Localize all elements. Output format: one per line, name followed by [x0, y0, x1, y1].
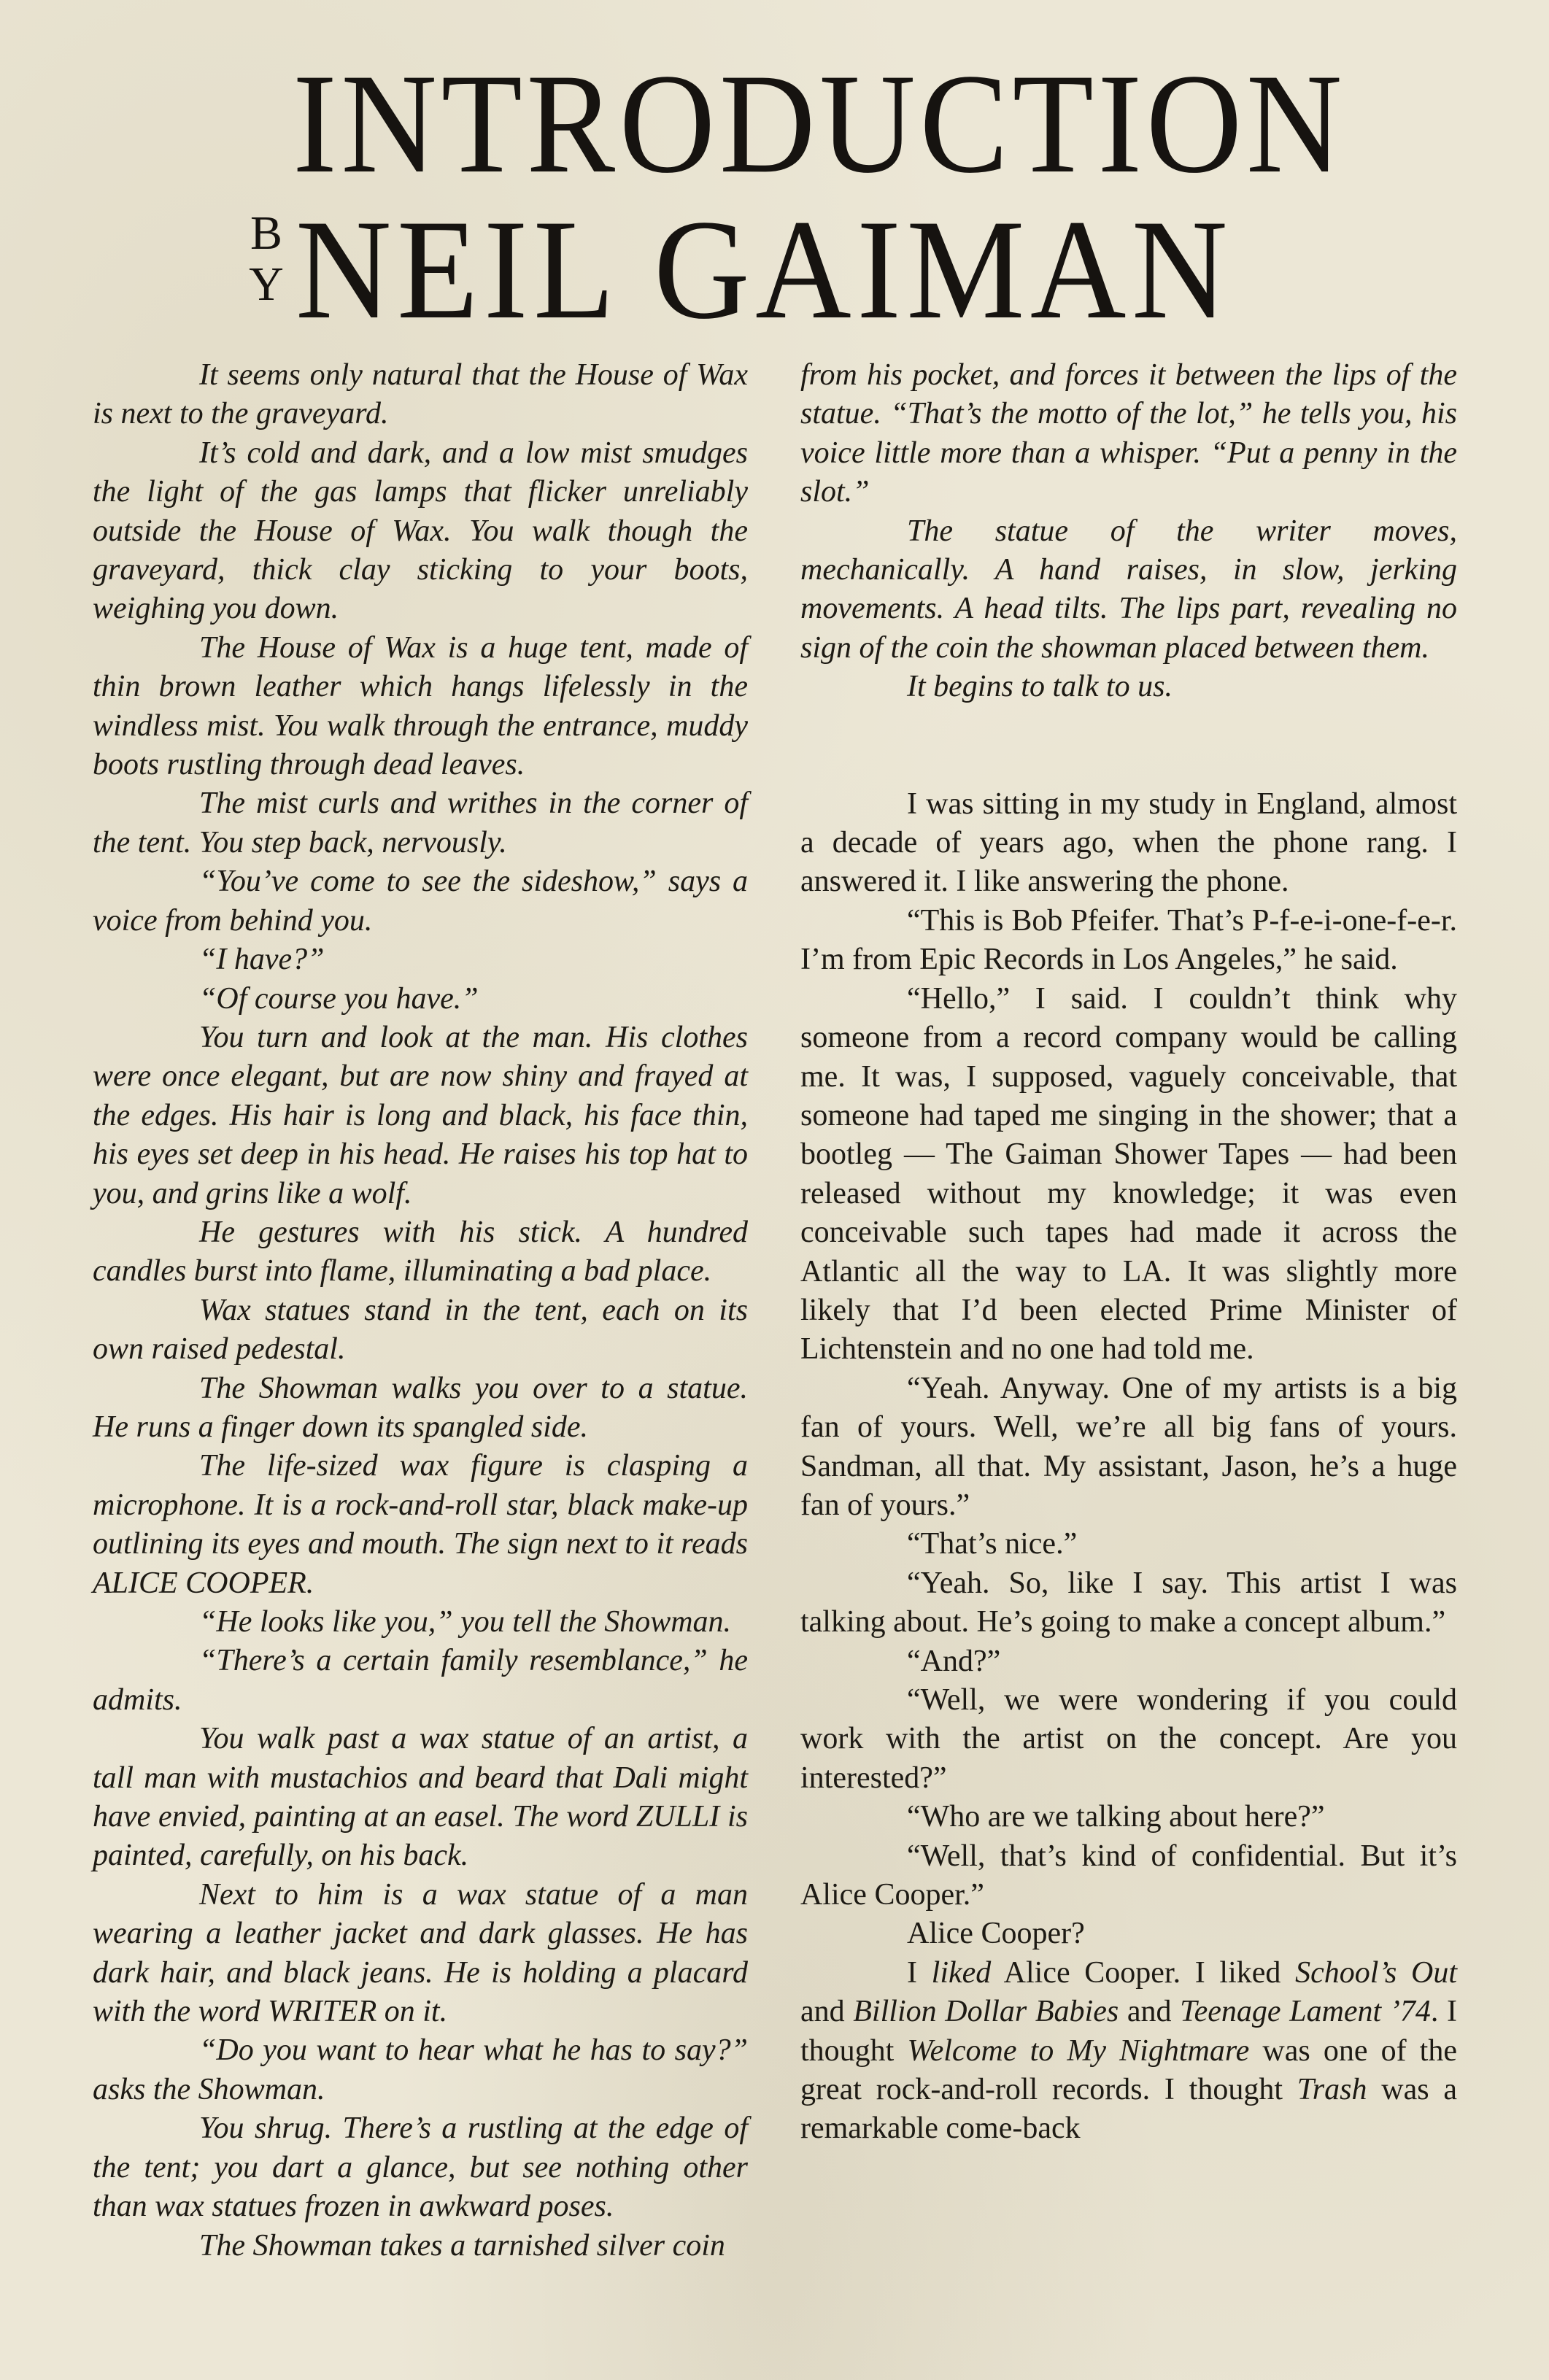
paragraph: “There’s a certain family resemblance,” he admits.: [93, 1644, 748, 1717]
author-name: NEIL GAIMAN: [295, 190, 1233, 349]
text-run: . I thought: [800, 1995, 1457, 2068]
byline-by: [248, 208, 285, 310]
album-title: School’s Out: [1295, 1955, 1457, 1990]
paragraph: “You’ve come to see the sideshow,” says a voice from behind you.: [93, 865, 748, 938]
paragraph: It seems only natural that the House of Wax is next to the graveyard.: [93, 358, 748, 431]
paragraph: You turn and look at the man. His clothes were once elegant, but are now shiny and frayed at the edges. His hair is long and black, his face thin, his eyes set deep in his head. He raises his top hat to you, and grins like a wolf.: [93, 1020, 748, 1210]
text-run: was a remarkable come-back: [800, 2073, 1457, 2146]
paragraph: It begins to talk to us.: [907, 670, 1173, 704]
paragraph: Next to him is a wax statue of a man wearing a leather jacket and dark glasses. He has dark hair, and black jeans. He is holding a placard with the word WRITER on it.: [93, 1877, 748, 2029]
paragraph: [800, 1954, 1457, 2149]
paragraph: “He looks like you,” you tell the Showman.: [199, 1605, 732, 1639]
text-run: I: [907, 1955, 932, 1990]
paragraph: The Showman walks you over to a statue. He runs a finger down its spangled side.: [93, 1371, 748, 1444]
paragraph: “Well, that’s kind of confidential. But it’s Alice Cooper.”: [800, 1839, 1457, 1912]
paragraph: “Of course you have.”: [199, 981, 479, 1016]
right-column: [800, 356, 1457, 2149]
italic-run: liked: [931, 1955, 992, 1990]
paragraph: Wax statues stand in the tent, each on its own raised pedestal.: [93, 1293, 748, 1367]
byline-y: Y: [249, 258, 284, 311]
paragraph: “Do you want to hear what he has to say?” asks the Showman.: [93, 2033, 748, 2106]
paragraph: It’s cold and dark, and a low mist smudges the light of the gas lamps that flicker unreliably outside the House of Wax. You walk though the graveyard, thick clay sticking to your boots, weighing you down.: [93, 436, 748, 626]
paragraph: “I have?”: [199, 943, 325, 977]
album-title: Teenage Lament ’74: [1180, 1995, 1431, 2029]
right-italic-section: [800, 356, 1457, 707]
text-run: and: [1119, 1995, 1181, 2029]
byline-b: B: [250, 206, 283, 260]
album-title: Trash: [1297, 2073, 1367, 2107]
paragraph: “Yeah. Anyway. One of my artists is a big fan of yours. Well, we’re all big fans of yours. Sandman, all that. My assistant, Jason, he’s a huge fan of yours.”: [800, 1371, 1457, 1522]
left-column: [93, 356, 748, 2265]
paragraph: You walk past a wax statue of an artist, a tall man with mustachios and beard that Dali might have envied, painting at an easel. The word ZULLI is painted, carefully, on his back.: [93, 1722, 748, 1873]
paragraph: The mist curls and writhes in the corner of the tent. You step back, nervously.: [93, 787, 748, 859]
section-break: [800, 707, 1457, 785]
paragraph: “Who are we talking about here?”: [907, 1800, 1325, 1834]
paragraph: The life-sized wax figure is clasping a microphone. It is a rock-and-roll star, black make-up outlining its eyes and mouth. The sign next to it reads ALICE COOPER.: [93, 1449, 748, 1600]
paragraph: “Well, we were wondering if you could work with the artist on the concept. Are you interested?”: [800, 1683, 1457, 1795]
text-run: was one of the great rock-and-roll records. I thought: [800, 2033, 1457, 2107]
paragraph-continuation: from his pocket, and forces it between the lips of the statue. “That’s the motto of the lot,” he tells you, his voice little more than a whisper. “Put a penny in the slot.”: [800, 358, 1457, 509]
album-title: Welcome to My Nightmare: [907, 2033, 1250, 2068]
paragraph: “Yeah. So, like I say. This artist I was talking about. He’s going to make a concept album.”: [800, 1566, 1457, 1639]
paragraph: You shrug. There’s a rustling at the edge of the tent; you dart a glance, but see nothing other than wax statues frozen in awkward poses.: [93, 2112, 748, 2224]
album-title: Billion Dollar Babies: [853, 1995, 1119, 2029]
paragraph: “That’s nice.”: [907, 1527, 1078, 1561]
text-run: and: [800, 1995, 854, 2029]
paragraph: “Hello,” I said. I couldn’t think why someone from a record company would be calling me. It was, I supposed, vaguely conceivable, that someone had taped me singing in the shower; that a bootleg — The Gaiman Shower Tapes — had been released without my knowledge; it was even conceivable such tapes had made it across the Atlantic all the way to LA. It was slightly more likely that I’d been elected Prime Minister of Lichtenstein and no one had told me.: [800, 981, 1457, 1367]
right-roman-section: [800, 785, 1457, 2149]
paragraph: The statue of the writer moves, mechanically. A hand raises, in slow, jerking movements. A head tilts. The lips part, revealing no sign of the coin the showman placed between them.: [800, 514, 1457, 665]
paragraph: I was sitting in my study in England, almost a decade of years ago, when the phone rang. I answered it. I like answering the phone.: [800, 787, 1457, 899]
paragraph: Alice Cooper?: [907, 1917, 1085, 1951]
paragraph: “This is Bob Pfeifer. That’s P-f-e-i-one-f-e-r. I’m from Epic Records in Los Angeles,” he said.: [800, 903, 1457, 977]
text-run: Alice Cooper. I liked: [991, 1955, 1296, 1990]
paragraph: He gestures with his stick. A hundred candles burst into flame, illuminating a bad place.: [93, 1215, 748, 1288]
paragraph: The Showman takes a tarnished silver coin: [199, 2228, 725, 2263]
paragraph: The House of Wax is a huge tent, made of thin brown leather which hangs lifelessly in the windless mist. You walk through the entrance, muddy boots rustling through dead leaves.: [93, 630, 748, 782]
paragraph: “And?”: [907, 1644, 1001, 1678]
page-title: INTRODUCTION: [293, 45, 1347, 203]
title-block: [241, 45, 1347, 349]
